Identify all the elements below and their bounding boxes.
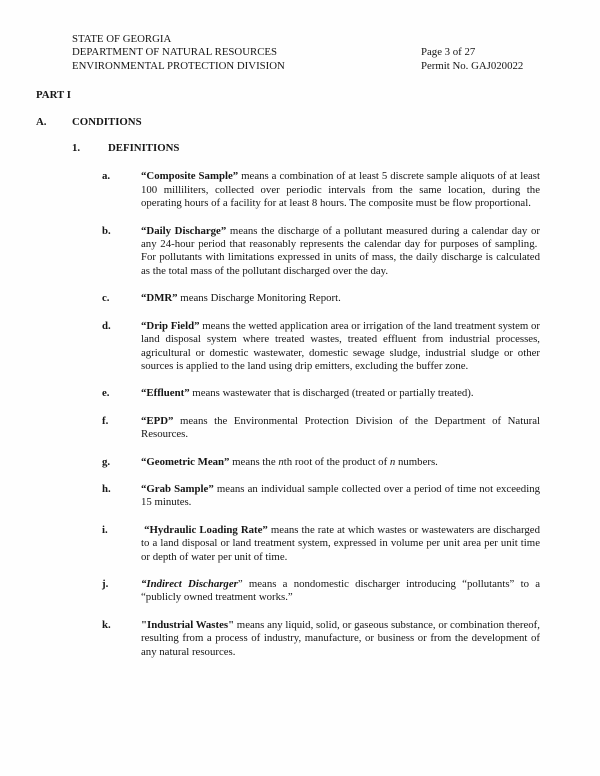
page-permit-block xyxy=(421,46,523,73)
definition-letter: i. xyxy=(102,523,108,536)
definition-letter: c. xyxy=(102,292,110,305)
definition-item xyxy=(102,170,540,210)
definition-text: “Indirect Discharger” means a nondomestic discharger introducing “pollutants” to a “publicly owned treatment works.” xyxy=(141,577,540,604)
definition-item xyxy=(102,483,540,510)
definition-letter: f. xyxy=(102,414,109,427)
definition-item xyxy=(102,524,540,564)
document-header xyxy=(72,33,540,73)
definition-letter: g. xyxy=(102,455,111,468)
definition-text: “Daily Discharge” means the discharge of a pollutant measured during a calendar day or any 24-hour period that reasonably represents the calendar day for purposes of sampling. For pollutants with limitations expressed in units of mass, the daily discharge is calculated as the total mass of the pollutant discharged over the day. xyxy=(141,224,540,277)
section-heading xyxy=(36,116,540,129)
page-number: Page 3 of 27 xyxy=(421,46,476,59)
definition-text: “EPD” means the Environmental Protection Division of the Department of Natural Resources. xyxy=(141,414,540,441)
definition-letter: h. xyxy=(102,482,111,495)
definition-letter: e. xyxy=(102,387,110,400)
definition-letter: j. xyxy=(102,577,109,590)
agency-line-3: ENVIRONMENTAL PROTECTION DIVISION xyxy=(72,59,285,72)
agency-line-1: STATE OF GEORGIA xyxy=(72,33,172,45)
definition-letter: d. xyxy=(102,319,111,332)
definition-text: “Effluent” means wastewater that is discharged (treated or partially treated). xyxy=(141,387,474,400)
definition-item xyxy=(102,456,540,469)
definition-text: “Grab Sample” means an individual sample collected over a period of time not exceeding 15 minutes. xyxy=(141,482,540,509)
subsection-title: DEFINITIONS xyxy=(108,142,180,155)
section-label: A. xyxy=(36,115,47,128)
definition-text: “Geometric Mean” means the nth root of the product of n numbers. xyxy=(141,455,438,468)
part-heading: PART I xyxy=(36,89,71,102)
definition-item xyxy=(102,415,540,442)
subsection-heading xyxy=(72,142,540,155)
agency-line-2: DEPARTMENT OF NATURAL RESOURCES xyxy=(72,46,278,59)
definition-item xyxy=(102,320,540,374)
permit-number: Permit No. GAJ020022 xyxy=(421,59,524,72)
definition-item xyxy=(102,619,540,659)
definition-text: “Drip Field” means the wetted application area or irrigation of the land treatment system or land disposal system where treated wastes, treated effluent from industrial processes, agricultural or domestic wastewater, domestic sewage sludge, industrial sludge or other sources is applied to the land using drip emitters, excluding the buffer zone. xyxy=(141,319,540,372)
definition-text: "Industrial Wastes" means any liquid, solid, or gaseous substance, or combination thereof, resulting from a process of industry, manufacture, or business or from the development of any natural resources. xyxy=(141,618,540,658)
definition-text: “Composite Sample” means a combination of at least 5 discrete sample aliquots of at least 100 milliliters, collected over periodic intervals from the same location, during the operating hours of a facility for at least 8 hours. The composite must be flow proportional. xyxy=(141,170,541,210)
definitions-list xyxy=(36,170,540,659)
definition-item xyxy=(102,225,540,279)
definition-item xyxy=(102,578,540,605)
definition-text: “DMR” means Discharge Monitoring Report. xyxy=(141,292,341,305)
definition-letter: a. xyxy=(102,170,111,183)
definition-item xyxy=(102,387,540,400)
definition-letter: k. xyxy=(102,618,111,631)
definition-item xyxy=(102,292,540,305)
section-title: CONDITIONS xyxy=(72,115,142,128)
definition-letter: b. xyxy=(102,224,111,237)
definition-text: “Hydraulic Loading Rate” means the rate at which wastes or wastewaters are discharged to a land disposal or land treatment system, expressed in volume per unit area per unit time or depth of water per unit of time. xyxy=(141,523,540,563)
subsection-label: 1. xyxy=(72,142,81,155)
